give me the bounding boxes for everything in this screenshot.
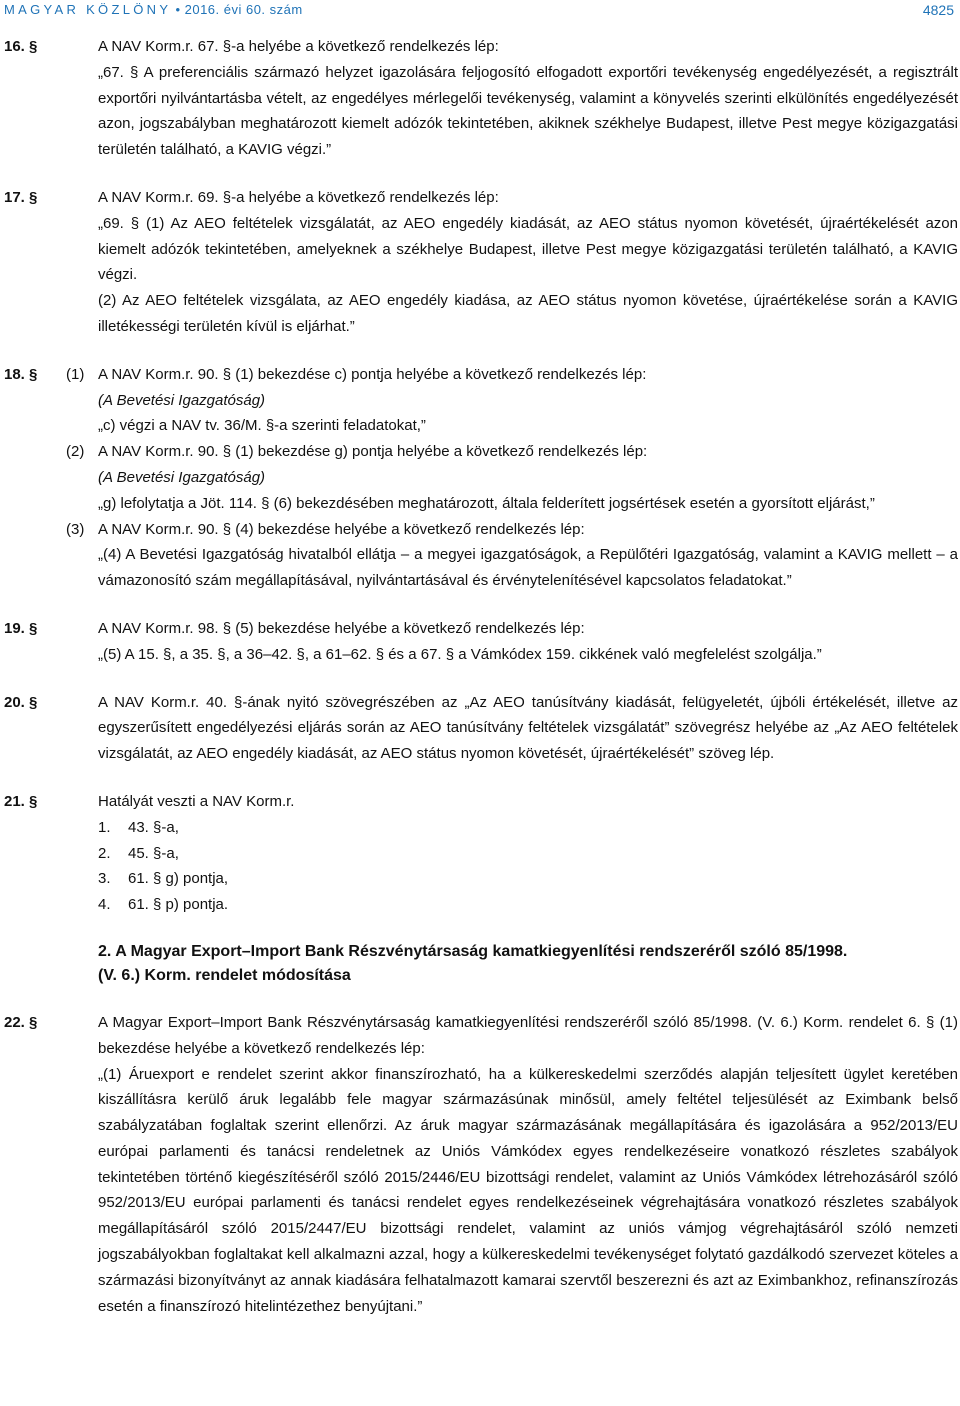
list-number: 2.: [98, 844, 111, 862]
section-intro: A NAV Korm.r. 98. § (5) bekezdése helyébe a következő rendelkezés lép:: [98, 619, 585, 637]
section-20: [0, 690, 960, 767]
list-number: 1.: [98, 818, 111, 836]
section-number: 19. §: [4, 619, 38, 637]
section-intro: Hatályát veszti a NAV Korm.r.: [98, 792, 295, 810]
chapter-heading: 2. A Magyar Export–Import Bank Részvénytársaság kamatkiegyenlítési rendszeréről szóló 85/1998. (V. 6.) Korm. rendelet módosítása: [98, 942, 848, 984]
subsection-intro: A NAV Korm.r. 90. § (1) bekezdése g) pontja helyébe a következő rendelkezés lép:: [98, 443, 648, 461]
section-number: 21. §: [4, 792, 38, 810]
repeal-list-item: [98, 815, 958, 841]
section-17: [0, 185, 960, 340]
subsection-3: [66, 517, 958, 594]
subsection-number: (2): [66, 443, 85, 461]
context-label: (A Bevetési Igazgatóság): [98, 468, 266, 486]
section-number: 20. §: [4, 693, 38, 711]
page-header: [0, 0, 960, 22]
subsection-number: (3): [66, 520, 85, 538]
list-number: 3.: [98, 870, 111, 888]
context-label: (A Bevetési Igazgatóság): [98, 391, 266, 409]
list-text: 45. §-a,: [128, 844, 179, 862]
section-18: [0, 362, 960, 594]
amendment-text: „c) végzi a NAV tv. 36/M. §-a szerinti feladatokat,”: [98, 417, 426, 435]
amendment-paragraph-1: „69. § (1) Az AEO feltételek vizsgálatát, az AEO engedély kiadását, az AEO státus nyomon követését, újraértékelését azon kiemelt adózók tekintetében, amelyeknek a székhelye Budapest, illetve Pest megye közigazgatási területén található, a KAVIG végzi.: [98, 214, 958, 284]
subsection-intro: A NAV Korm.r. 90. § (1) bekezdése c) pontja helyébe a következő rendelkezés lép:: [98, 365, 647, 383]
repeal-list-item: [98, 866, 958, 892]
amendment-text: „67. § A preferenciális származó helyzet igazolására feljogosító elfogadott exportőri tevékenység engedélyezését, a regisztrált exportőri nyilvántartásba vételt, az engedélyes mérlegelői tevékenység, valamint a könyvelés szerinti elkülönítés engedélyezését azon, jogszabályban meghatározott kiemelt adózók tekintetében, akiknek székhelye Budapest, illetve Pest megye közigazgatási területén található, a KAVIG végzi.”: [98, 63, 958, 159]
amendment-text: „(5) A 15. §, a 35. §, a 36–42. §, a 61–62. § és a 67. § a Vámkódex 159. cikkének való megfelelést szolgálja.”: [98, 645, 822, 663]
repeal-list-item: [98, 841, 958, 867]
section-number: 16. §: [4, 38, 38, 55]
section-intro: A NAV Korm.r. 67. §-a helyébe a következő rendelkezés lép:: [98, 38, 499, 55]
repeal-list-item: [98, 892, 958, 918]
amendment-text: „g) lefolytatja a Jöt. 114. § (6) bekezdésében meghatározott, általa felderített jogsértések esetén a gyorsított eljárást,”: [98, 494, 875, 512]
amendment-paragraph-2: (2) Az AEO feltételek vizsgálata, az AEO engedély kiadása, az AEO státus nyomon követése, újraértékelése során a KAVIG illetékességi területén kívül is eljárhat.”: [98, 292, 958, 335]
list-number: 4.: [98, 896, 111, 914]
amendment-text: „(1) Áruexport e rendelet szerint akkor finanszírozható, ha a külkereskedelmi szerződés alapján teljesített ügylet keretében kiszállításra kerülő áruk legalább fele magyar származásúnak minősül, amely feltétel teljesülését az Eximbank belső szabályzatában foglaltak szerint ellenőrzi. Az áruk magyar származásának megállapítására és igazolására a 952/2013/EU európai parlamenti és tanácsi rendeletnek az Uniós Vámkódex egyes rendelkezéseire vonatkozó részletes szabályok tekintetében történő kiegészítéséről szóló 2015/2446/EU bizottsági rendelet, valamint az Uniós Vámkódex létrehozásáról szóló 952/2013/EU európai parlamenti és tanácsi rendelet egyes rendelkezéseinek végrehajtására vonatkozó részletes szabályok megállapításáról szóló 2015/2447/EU bizottsági rendelet, valamint az uniós vámjog végrehajtásáról szóló nemzeti jogszabályokban foglaltakat kell alkalmazni azzal, hogy a külkereskedelmi tevékenységet folytató gazdálkodó szervezet köteles a származási bizonyítványt az annak kiadására felhatalmazott kamarai szervtől beszerezni és azt az Eximbankhoz, refinanszírozás esetén a finanszírozó hitelintézethez benyújtani.”: [98, 1065, 958, 1315]
list-text: 43. §-a,: [128, 818, 179, 836]
section-text: A NAV Korm.r. 40. §-ának nyitó szövegrészében az „Az AEO tanúsítvány kiadását, felügyeletét, újbóli értékelését, illetve az egyszerűsített engedélyezési eljárás során az AEO tanúsítvány feltételek vizsgálatát” szövegrész helyébe az „Az AEO feltételek vizsgálatát, az AEO engedély kiadását, az AEO státus nyomon követését, újraértékelését” szöveg lép.: [98, 693, 958, 763]
list-text: 61. § p) pontja.: [128, 896, 229, 914]
amendment-text: „(4) A Bevetési Igazgatóság hivatalból ellátja – a megyei igazgatóságok, a Repülőtéri Igazgatóság, valamint a KAVIG mellett – a vámazonosító szám megállapításával, nyilvántartásával és érvénytelenítésével kapcsolatos feladatokat.”: [98, 546, 958, 590]
document-body: [0, 34, 960, 1319]
section-number: 17. §: [4, 188, 38, 206]
journal-title: MAGYAR KÖZLÖNY: [4, 2, 172, 17]
subsection-1: [66, 362, 958, 439]
issue-label: • 2016. évi 60. szám: [171, 2, 303, 17]
subsection-2: [66, 439, 958, 516]
page-number: 4825: [922, 2, 954, 18]
chapter-heading-block: [0, 940, 960, 988]
section-16: [0, 34, 960, 163]
journal-header: [4, 2, 303, 17]
section-21: [0, 789, 960, 918]
section-intro: A NAV Korm.r. 69. §-a helyébe a következő rendelkezés lép:: [98, 188, 499, 206]
section-22: [0, 1010, 960, 1320]
section-intro: A Magyar Export–Import Bank Részvénytársaság kamatkiegyenlítési rendszeréről szóló 85/1998. (V. 6.) Korm. rendelet 6. § (1) bekezdése helyébe a következő rendelkezés lép:: [98, 1013, 958, 1057]
section-number: 18. §: [4, 365, 38, 383]
list-text: 61. § g) pontja,: [128, 870, 229, 888]
subsection-number: (1): [66, 365, 85, 383]
section-number: 22. §: [4, 1013, 38, 1031]
subsection-intro: A NAV Korm.r. 90. § (4) bekezdése helyébe a következő rendelkezés lép:: [98, 520, 585, 538]
section-19: [0, 616, 960, 668]
